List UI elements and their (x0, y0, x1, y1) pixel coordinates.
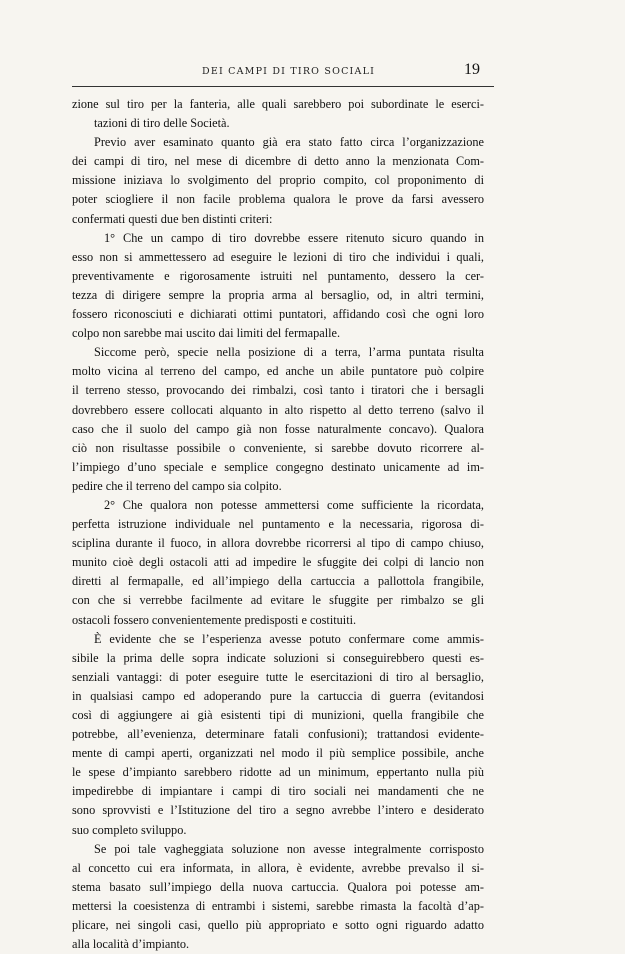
header-rule (72, 86, 494, 87)
text-line: 2° Che qualora non potesse ammettersi come sufficiente la ricordata, (104, 497, 484, 512)
text-line: caso che il suolo del campo già non fosse naturalmente concavo). Qualora (72, 421, 484, 436)
text-line: suo completo sviluppo. (72, 822, 187, 837)
text-line: al concetto cui era informata, in allora, è evidente, avrebbe prevalso il si- (72, 860, 484, 875)
text-line: munito cioè degli ostacoli atti ad impedire le sfuggite dei colpi di lancio non (72, 555, 484, 570)
text-line: Siccome però, specie nella posizione di a terra, l’arma puntata risulta (94, 345, 484, 360)
text-line: alla località d’impianto. (72, 937, 190, 952)
text-line: esso non si ammettessero ad eseguire le lezioni di tiro che individui i quali, (72, 249, 484, 264)
text-line: confermati questi due ben distinti criteri: (72, 211, 273, 226)
running-title: DEI CAMPI DI TIRO SOCIALI (202, 66, 376, 77)
text-line: diretti al fermapalle, ed all’impiego della cartuccia a pallottola frangibile, (72, 574, 484, 589)
page-number: 19 (464, 61, 480, 78)
text-line: in qualsiasi campo ed adoperando pure la cartuccia di guerra (evitandosi (72, 688, 484, 703)
text-line: dovrebbero essere collocati alquanto in alto rispetto al detto terreno (salvo il (72, 402, 484, 417)
text-line: Se poi tale vagheggiata soluzione non avesse integralmente corrisposto (94, 841, 484, 856)
text-line: mente di campi aperti, organizzati nel modo il più semplice possibile, anche (72, 746, 484, 761)
text-line: perfetta istruzione individuale nel puntamento e la necessaria, rigorosa di- (72, 517, 484, 532)
text-line: le spese d’impianto sarebbero ridotte ad un minimum, eppertanto nulla più (72, 765, 484, 780)
text-line: fossero riconosciuti e dichiarati ottimi puntatori, affidando così che ogni loro (72, 307, 484, 322)
text-line: tazioni di tiro delle Società. (94, 116, 230, 131)
text-line: plicare, nei singoli casi, quello più appropriato e sotto ogni riguardo adatto (72, 918, 484, 933)
text-line: sono sprovvisti e l’Istituzione del tiro a segno avrebbe l’intero e desiderato (72, 803, 484, 818)
text-line: così di aggiungere ai già esistenti tipi di munizioni, quella frangibile che (72, 708, 484, 722)
text-line: ciò non risultasse possibile o conveniente, si sarebbe dovuto ricorrere al- (72, 440, 484, 455)
text-line: impedirebbe di impiantare i campi di tiro sociali nei mandamenti che ne (72, 784, 484, 799)
running-header (72, 61, 494, 86)
text-line: sibile la prima delle sopra indicate soluzioni si conseguirebbero questi es- (72, 650, 484, 665)
text-line: poter sciogliere il non facile problema qualora le prove da farsi avessero (72, 192, 484, 207)
text-line: colpo non sarebbe mai uscito dai limiti del fermapalle. (72, 326, 341, 341)
body-text (72, 95, 484, 954)
text-line: preventivamente e rigorosamente istruiti nel puntamento, dessero la cer- (72, 268, 484, 283)
text-line: È evidente che se l’esperienza avesse potuto confermare come ammis- (94, 631, 484, 646)
text-line: senziali vantaggi: di poter eseguire tutte le esercitazioni di tiro al bersaglio, (72, 669, 484, 684)
text-line: 1° Che un campo di tiro dovrebbe essere ritenuto sicuro quando in (104, 230, 484, 245)
text-line: potrebbe, all’evenienza, determinare fatali confusioni); trattandosi evidente- (72, 727, 484, 742)
text-line: sciplina durante il fuoco, in allora dovrebbe ricorrersi al tipo di campo chiuso, (72, 536, 484, 551)
text-line: stema basato sull’impiego della nuova cartuccia. Qualora poi potesse am- (72, 879, 484, 894)
text-line: con che si verrebbe facilmente ad evitare le sfuggite per rimbalzo se gli (72, 593, 484, 608)
text-line: tezza di dirigere sempre la propria arma al bersaglio, od, in altri termini, (72, 287, 484, 302)
text-line: missione iniziava lo svolgimento del proprio compito, col proponimento di (72, 173, 484, 188)
text-line: mettersi la coesistenza di entrambi i sistemi, sarebbe rimasta la facoltà d’ap- (72, 898, 484, 913)
text-line: il terreno stesso, provocando dei rimbalzi, così tanto i tiratori che i bersagli (72, 383, 484, 398)
text-line: l’impiego d’uno speciale e semplice congegno destinato unicamente ad im- (72, 459, 484, 474)
text-line: zione sul tiro per la fanteria, alle quali sarebbero poi subordinate le eserci- (72, 97, 484, 111)
text-line: pedire che il terreno del campo sia colpito. (72, 478, 282, 493)
text-line: ostacoli fossero convenientemente predisposti e costituiti. (72, 612, 357, 627)
text-line: molto vicina al terreno del campo, ed anche un abile puntatore può colpire (72, 364, 484, 379)
text-line: Previo aver esaminato quanto già era stato fatto circa l’organizzazione (94, 135, 484, 150)
text-line: dei campi di tiro, nel mese di dicembre di detto anno la menzionata Com- (72, 154, 484, 169)
